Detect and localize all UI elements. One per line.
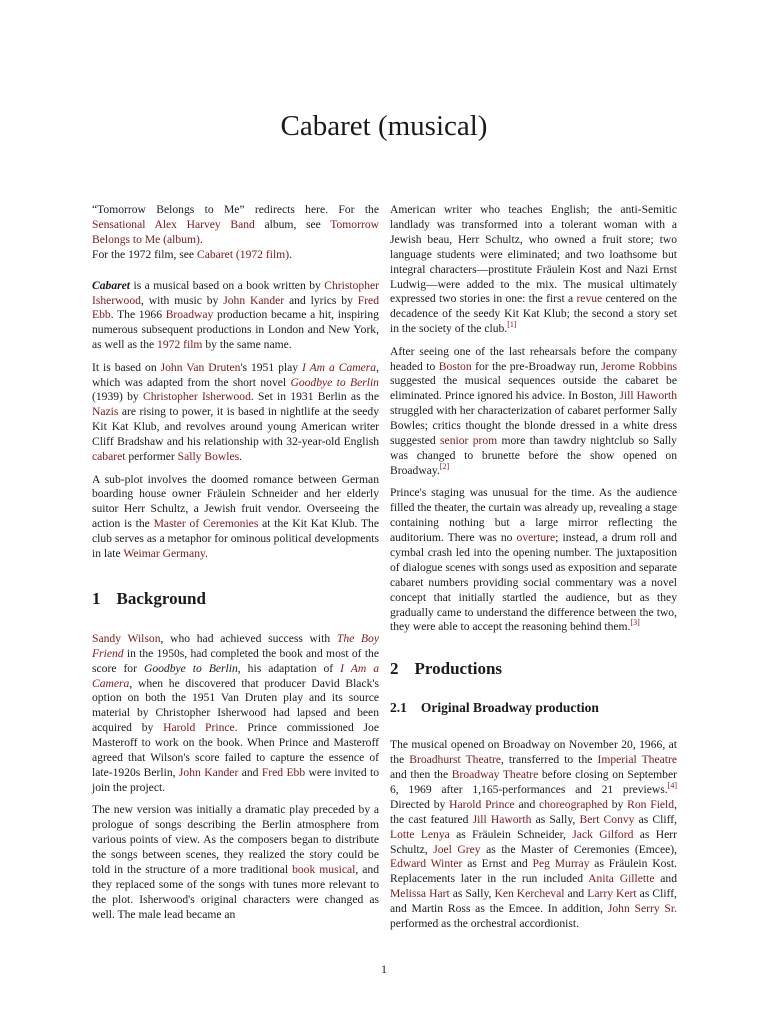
hatnote-link-cabaret-film[interactable]: Cabaret (1972 film) — [196, 247, 290, 261]
link-broadhurst-theatre[interactable]: Broadhurst Theatre — [409, 753, 501, 767]
section-number: 2 — [390, 659, 399, 679]
subsection-number: 2.1 — [390, 700, 407, 716]
section-title: Productions — [414, 659, 503, 679]
background-paragraph-1: Sandy Wilson, who had achieved success with The Boy Friend in the 1950s, had completed the book and most of the score for Goodbye to Berlin, his adaptation of I Am a Camera, when he discovered that producer David Black's option on both the 1951 Van Druten play and its source material by Christopher Isherwood had lapsed and been acquired by Harold Prince. Prince commissioned Joe Masteroff to work on the book. When Prince and Masteroff agreed that Wilson's score failed to capture the essence of late-1920s Berlin, John Kander and Fred Ebb were invited to join the project. — [92, 631, 380, 794]
link-fred-ebb-2[interactable]: Fred Ebb — [261, 766, 306, 779]
link-master-of-ceremonies[interactable]: Master of Ceremonies — [153, 517, 259, 531]
subsection-title: Original Broadway production — [420, 700, 599, 716]
reference-2[interactable]: [2] — [439, 462, 450, 472]
subsection-heading-original-broadway — [390, 701, 677, 716]
reference-1[interactable]: [1] — [507, 320, 517, 330]
section-title: Background — [116, 588, 206, 608]
link-cabaret[interactable]: cabaret — [92, 450, 126, 464]
intro-paragraph-2: It is based on John Van Druten's 1951 play I Am a Camera, which was adapted from the short novel Goodbye to Berlin (1939) by Christopher Isherwood. Set in 1931 Berlin as the Nazis are rising to power, it is based in nightlife at the seedy Kit Kat Klub, and revolves around young American writer Cliff Bradshaw and his relationship with 32-year-old English cabaret performer Sally Bowles. — [92, 360, 379, 464]
link-larry-kert[interactable]: Larry Kert — [587, 887, 637, 901]
link-broadway[interactable]: Broadway — [165, 308, 214, 322]
reference-4[interactable]: [4] — [667, 781, 677, 791]
link-jill-haworth[interactable]: Jill Haworth — [619, 389, 678, 403]
link-joel-grey[interactable]: Joel Grey — [433, 842, 481, 856]
link-john-kander[interactable]: John Kander — [223, 293, 285, 307]
link-goodbye-to-berlin[interactable]: Goodbye to Berlin — [290, 375, 379, 389]
section-number: 1 — [92, 588, 101, 608]
productions-paragraph-1: The musical opened on Broadway on November 20, 1966, at the Broadhurst Theatre, transferred to the Imperial Theatre and then the Broadway Theatre before closing on September 6, 1969 after 1,165-performances and 21 previews.[4] Directed by Harold Prince and choreographed by Ron Field, the cast featured Jill Haworth as Sally, Bert Convy as Cliff, Lotte Lenya as Fräulein Schneider, Jack Gilford as Herr Schultz, Joel Grey as the Master of Ceremonies (Emcee), Edward Winter as Ernst and Peg Murray as Fräulein Kost. Replacements later in the run included Anita Gillette and Melissa Hart as Sally, Ken Kercheval and Larry Kert as Cliff, and Martin Ross as the Emcee. In addition, John Serry Sr. performed as the orchestral accordionist. — [390, 738, 678, 931]
link-i-am-a-camera[interactable]: I Am a Camera — [302, 360, 377, 374]
link-christopher-isherwood[interactable]: Christopher Isherwood — [92, 278, 379, 307]
link-sandy-wilson[interactable]: Sandy Wilson — [92, 631, 161, 645]
link-edward-winter[interactable]: Edward Winter — [390, 857, 463, 871]
section-heading-background — [92, 588, 379, 608]
intro-paragraph-1: Cabaret is a musical based on a book written by Christopher Isherwood, with music by John Kander and lyrics by Fred Ebb. The 1966 Broadway production became a hit, inspiring numerous subsequent productions in London and New York, as well as the 1972 film by the same name. — [92, 278, 380, 352]
link-lotte-lenya[interactable]: Lotte Lenya — [390, 827, 450, 841]
link-imperial-theatre[interactable]: Imperial Theatre — [597, 753, 677, 767]
background-paragraph-2: The new version was initially a dramatic play preceded by a prologue of songs describing the Berlin atmosphere from various points of view. As the composers began to distribute the songs between scenes, they realized the story could be told in the structure of a more traditional book musical, and they replaced some of the songs with tunes more relevant to the plot. Isherwood's original characters were changed as well. The male lead became an — [92, 803, 379, 921]
link-overture[interactable]: overture — [516, 531, 556, 545]
link-choreographed[interactable]: choreographed — [539, 797, 608, 811]
link-jerome-robbins[interactable]: Jerome Robbins — [601, 359, 677, 373]
link-broadway-theatre[interactable]: Broadway Theatre — [451, 768, 539, 781]
link-john-kander-2[interactable]: John Kander — [178, 766, 239, 779]
hatnote-link-alex-harvey[interactable]: Sensational Alex Harvey Band — [92, 217, 255, 231]
link-sally-bowles[interactable]: Sally Bowles — [177, 450, 240, 464]
right-column — [390, 203, 677, 939]
link-jill-haworth-2[interactable]: Jill Haworth — [472, 812, 532, 826]
link-revue[interactable]: revue — [576, 292, 603, 306]
link-fred-ebb[interactable]: Fred Ebb — [92, 293, 380, 322]
link-jack-gilford[interactable]: Jack Gilford — [572, 827, 634, 841]
hatnote-link-tomorrow-album[interactable]: Tomorrow Belongs to Me (album) — [92, 217, 379, 246]
link-bert-convy[interactable]: Bert Convy — [579, 812, 635, 826]
link-senior-prom[interactable]: senior prom — [440, 434, 498, 448]
link-ken-kercheval[interactable]: Ken Kercheval — [494, 887, 565, 901]
link-john-van-druten[interactable]: John Van Druten — [160, 360, 241, 374]
reference-3[interactable]: [3] — [630, 618, 640, 628]
link-1972-film[interactable]: 1972 film — [157, 338, 203, 352]
link-i-am-a-camera-2[interactable]: I Am a Camera — [92, 661, 380, 690]
link-boston[interactable]: Boston — [438, 359, 472, 373]
link-weimar-germany[interactable]: Weimar Germany — [123, 547, 206, 561]
page-title: Cabaret (musical) — [280, 110, 488, 142]
link-the-boy-friend[interactable]: The Boy Friend — [92, 631, 379, 660]
link-anita-gillette[interactable]: Anita Gillette — [588, 872, 655, 886]
link-melissa-hart[interactable]: Melissa Hart — [390, 887, 450, 901]
link-harold-prince-2[interactable]: Harold Prince — [449, 797, 515, 811]
background-paragraph-3: After seeing one of the last rehearsals before the company headed to Boston for the pre-Broadway run, Jerome Robbins suggested the musical sequences outside the cabaret be eliminated. Prince ignored his advice. In Boston, Jill Haworth struggled with her characterization of cabaret performer Sally Bowles; critics thought the blonde dressed in a white dress suggested senior prom more than tawdry nightclub so Sally was changed to brunette before the show opened on Broadway.[2] — [390, 344, 678, 477]
hatnote: “Tomorrow Belongs to Me” redirects here. For the Sensational Alex Harvey Band album, see Tomorrow Belongs to Me (album). For the 1972 film, see Cabaret (1972 film). — [92, 203, 379, 261]
link-john-serry-sr[interactable]: John Serry Sr. — [607, 902, 677, 916]
link-book-musical[interactable]: book musical — [292, 862, 356, 876]
background-paragraph-4: Prince's staging was unusual for the time. As the audience filled the theater, the curtain was already up, revealing a stage containing nothing but a large mirror reflecting the auditorium. There was no overture; instead, a drum roll and cymbal crash led into the opening number. The juxtaposition of dialogue scenes with songs used as exposition and separate cabaret numbers providing social commentary was a novel concept that initially startled the audience, but as they gradually came to understand the difference between the two, they were able to accept the reasoning behind them.[3] — [390, 486, 677, 634]
page-number: 1 — [381, 962, 387, 976]
link-nazis[interactable]: Nazis — [92, 405, 119, 419]
section-heading-productions — [390, 659, 677, 679]
link-peg-murray[interactable]: Peg Murray — [532, 857, 590, 871]
link-harold-prince[interactable]: Harold Prince — [163, 721, 235, 735]
intro-paragraph-3: A sub-plot involves the doomed romance between German boarding house owner Fräulein Schneider and her elderly suitor Herr Schultz, a Jewish fruit vendor. Overseeing the action is the Master of Ceremonies at the Kit Kat Klub. The club serves as a metaphor for ominous political developments in late Weimar Germany. — [92, 472, 379, 561]
left-column — [92, 203, 379, 923]
link-ron-field[interactable]: Ron Field — [627, 797, 675, 811]
background-paragraph-2-cont: American writer who teaches English; the anti-Semitic landlady was transformed into a tolerant woman with a Jewish beau, Herr Schultz, who owned a fruit store; two language students were eliminated; and two loathsome but integral characters—prostitute Fräulein Kost and Nazi Ernst Ludwig—were added to the mix. The musical ultimately expressed two stories in one: the first a revue centered on the decadence of the seedy Kit Kat Klub; the second a story set in the society of the club.[1] — [390, 203, 677, 336]
link-christopher-isherwood-2[interactable]: Christopher Isherwood — [142, 390, 251, 404]
